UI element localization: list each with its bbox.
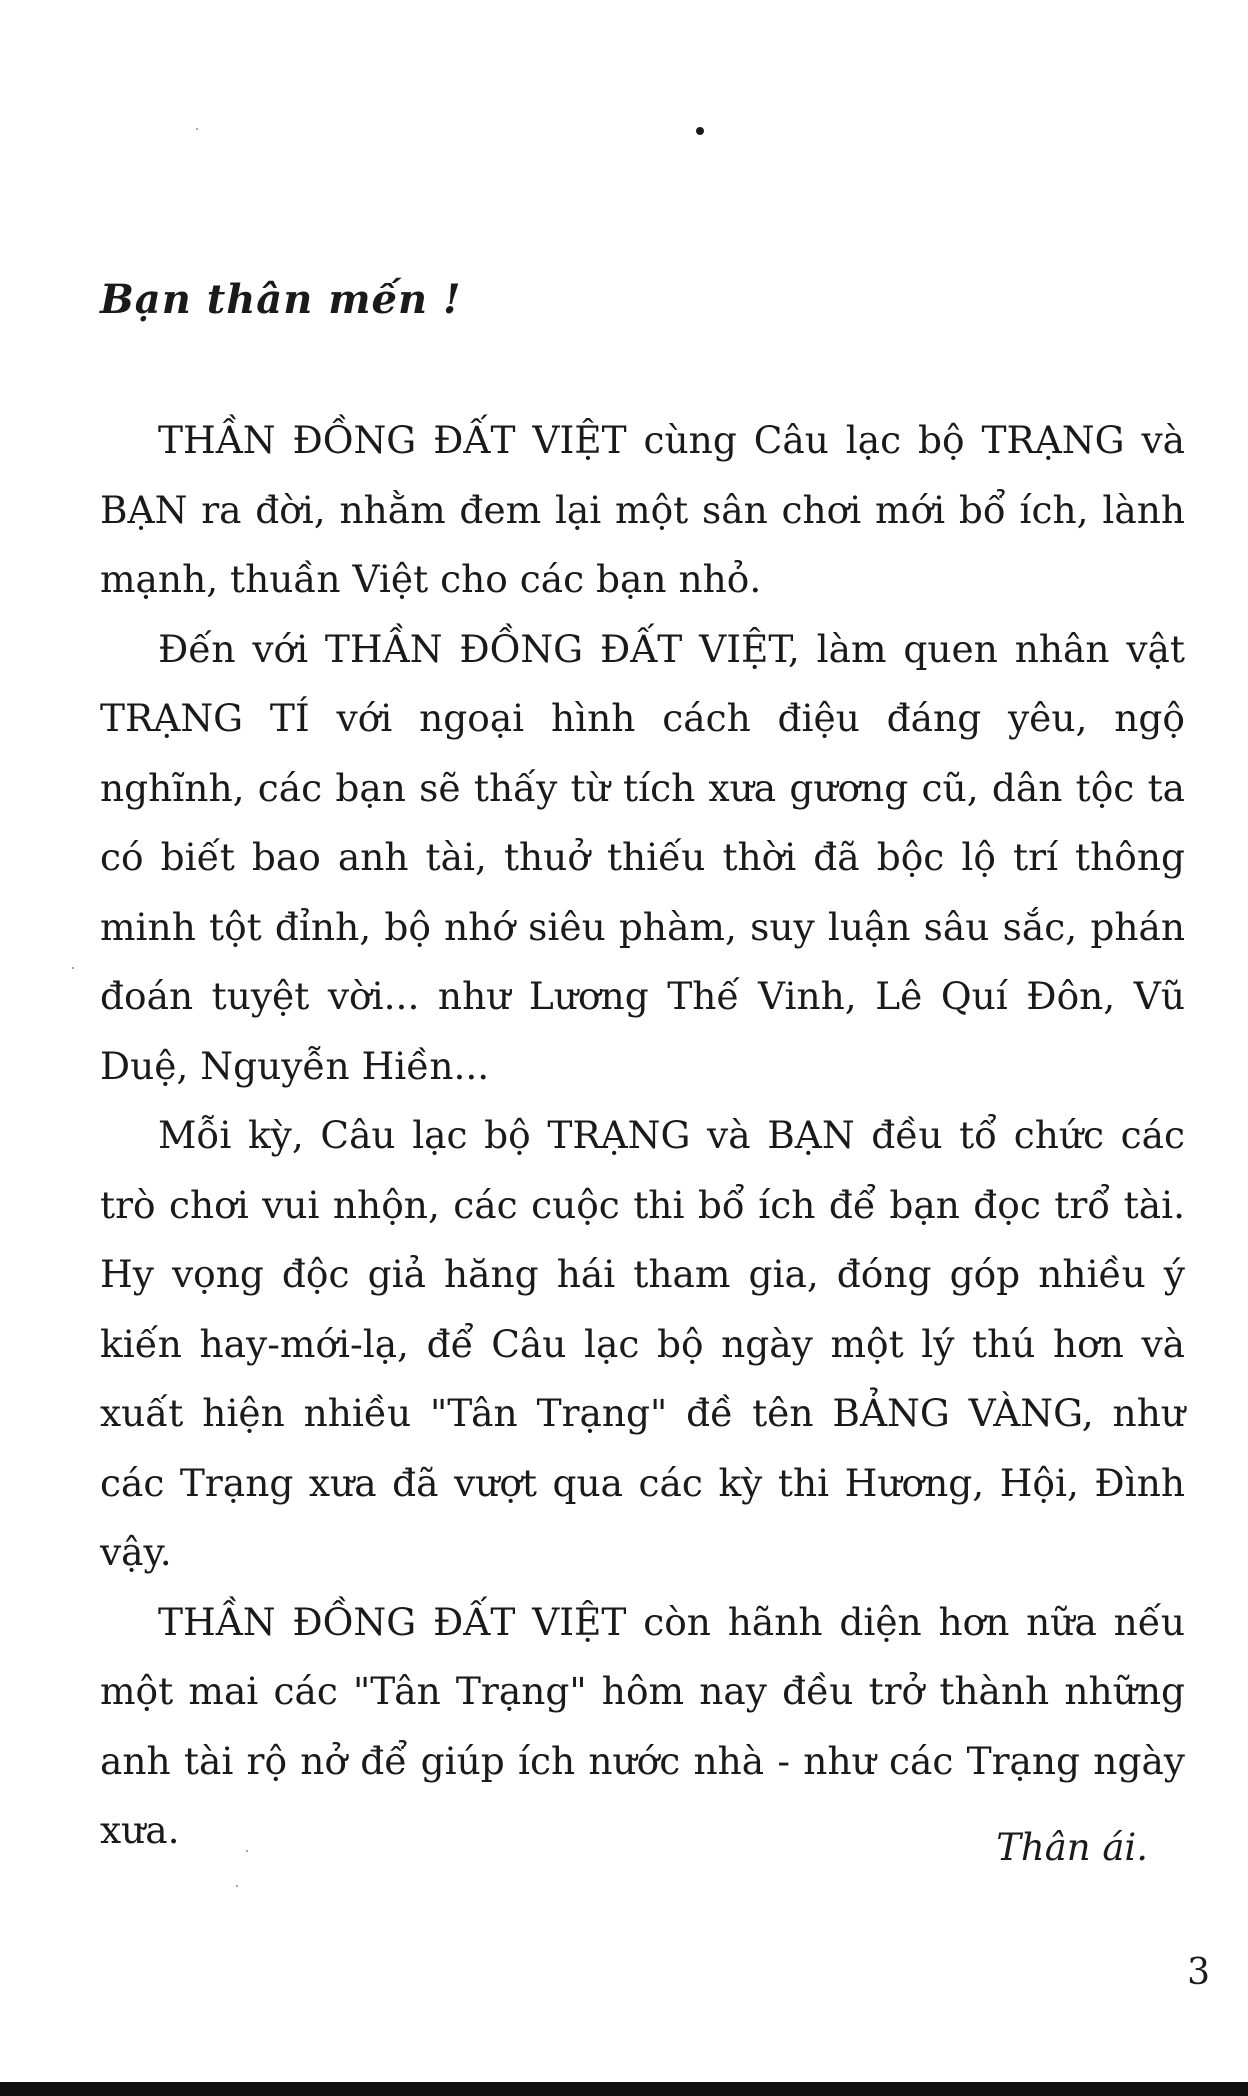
paragraph: Mỗi kỳ, Câu lạc bộ TRẠNG và BẠN đều tổ chức các trò chơi vui nhộn, các cuộc thi bổ ích để bạn đọc trổ tài. Hy vọng độc giả hăng hái tham gia, đóng góp nhiều ý kiến hay-mới-lạ, để Câu lạc bộ ngày một lý thú hơn và xuất hiện nhiều "Tân Trạng" đề tên BẢNG VÀNG, như các Trạng xưa đã vượt qua các kỳ thi Hương, Hội, Đình vậy.: [100, 1113, 1185, 1574]
paragraph: THẦN ĐỒNG ĐẤT VIỆT cùng Câu lạc bộ TRẠNG và BẠN ra đời, nhằm đem lại một sân chơi mới bổ ích, lành mạnh, thuần Việt cho các bạn nhỏ.: [100, 418, 1185, 601]
paragraph: Đến với THẦN ĐỒNG ĐẤT VIỆT, làm quen nhân vật TRẠNG TÍ với ngoại hình cách điệu đáng yêu, ngộ nghĩnh, các bạn sẽ thấy từ tích xưa gương cũ, dân tộc ta có biết bao anh tài, thuở thiếu thời đã bộc lộ trí thông minh tột đỉnh, bộ nhớ siêu phàm, suy luận sâu sắc, phán đoán tuyệt vời... như Lương Thế Vinh, Lê Quí Đôn, Vũ Duệ, Nguyễn Hiền...: [100, 626, 1185, 1088]
letter-greeting: Bạn thân mến !: [100, 276, 462, 323]
ink-dot: [696, 127, 704, 135]
scan-speck: [236, 1885, 238, 1887]
paragraph: THẦN ĐỒNG ĐẤT VIỆT còn hãnh diện hơn nữa nếu một mai các "Tân Trạng" hôm nay đều trở thành những anh tài rộ nở để giúp ích nước nhà - như các Trạng ngày xưa.: [100, 1599, 1185, 1852]
scan-speck: [196, 128, 198, 130]
bottom-edge-rule: [0, 2082, 1248, 2096]
letter-body: [100, 406, 1185, 1866]
letter-signoff: Thân ái.: [996, 1826, 1148, 1869]
page-number: 3: [1187, 1952, 1210, 1993]
scan-speck: [72, 967, 74, 969]
